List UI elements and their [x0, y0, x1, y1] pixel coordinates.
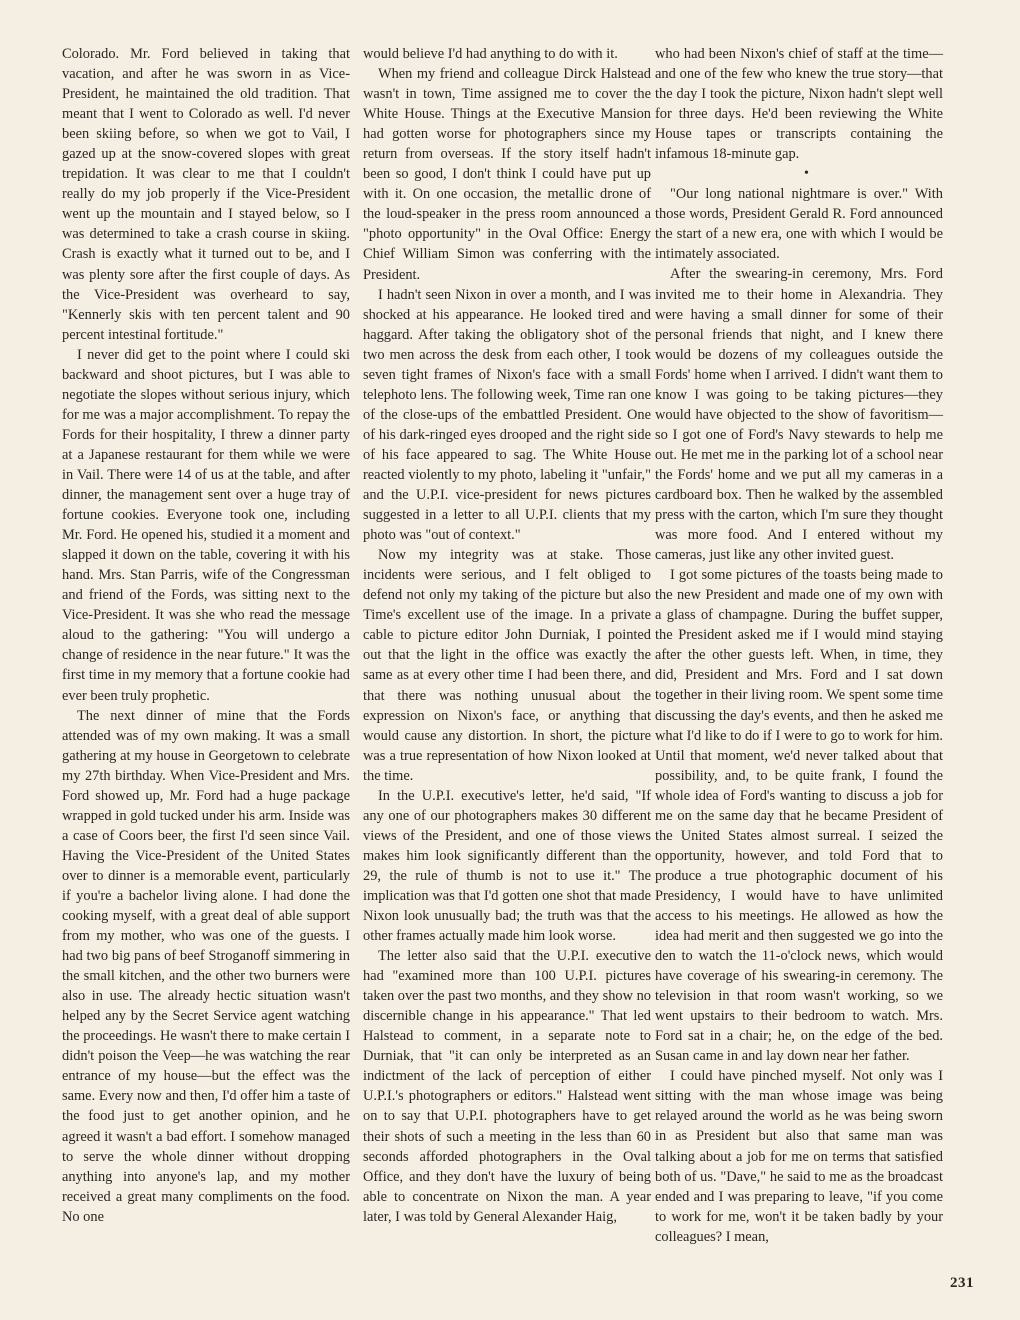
page-number: 231	[950, 1275, 974, 1291]
paragraph: When my friend and colleague Dirck Halstead wasn't in town, Time assigned me to cover the White House. Things at the Executive Mansion had gotten worse for photographers since my return from overseas. If the story itself hadn't been so good, I don't think I could have put up with it. On one occasion, the metallic drone of the loud-speaker in the press room announced a "photo opportunity" in the Oval Office: Energy Chief William Simon was conferring with the President.	[363, 66, 651, 283]
paragraph: Now my integrity was at stake. Those incidents were serious, and I felt obliged to defend not only my taking of the picture but also Time's excellent use of the image. In a private cable to picture editor John Durniak, I pointed out that the light in the office was exactly the same as at every other time I had been there, and that there was nothing unusual about the expression on Nixon's face, or anything that would cause any distortion. In short, the picture was a true representation of how Nixon looked at the time.	[363, 547, 651, 784]
paragraph: "Our long national nightmare is over." With those words, President Gerald R. Ford announced the start of a new era, one with which I would be intimately associated.	[655, 186, 943, 263]
text-column-1	[62, 44, 350, 1227]
paragraph: I never did get to the point where I could ski backward and shoot pictures, but I was able to negotiate the slopes without serious injury, which for me was a major accomplishment. To repay the Fords for their hospitality, I threw a dinner party at a Japanese restaurant for them while we were in Vail. There were 14 of us at the table, and after dinner, the management sent over a huge tray of fortune cookies. Everyone took one, including Mr. Ford. He opened his, studied it a moment and slapped it down on the table, covering it with his hand. Mrs. Stan Parris, wife of the Congressman and friend of the Fords, was sitting next to the Vice-President. It was she who read the message aloud to the gathering: "You will undergo a change of residence in the near future." It was the first time in my memory that a fortune cookie had ever been truly prophetic.	[62, 346, 350, 704]
text-column-2	[363, 44, 651, 1227]
paragraph: I could have pinched myself. Not only was I sitting with the man whose image was being relayed around the world as he was being sworn in as President but also that same man was talking about a job for me on terms that satisfied both of us. "Dave," he said to me as the broadcast ended and I was preparing to leave, "if you come to work for me, won't it be taken badly by your colleagues? I mean,	[655, 1068, 943, 1245]
paragraph: Colorado. Mr. Ford believed in taking that vacation, and after he was sworn in as Vice-President, he maintained the old tradition. That meant that I went to Colorado as well. I'd never been skiing before, so when we got to Vail, I gazed up at the snow-covered slopes with great trepidation. It was clear to me that I couldn't really do my job properly if the Vice-President went up the mountain and I stayed below, so I was determined to take a crash course in skiing. Crash is exactly what it turned out to be, and I was plenty sore after the first couple of days. As the Vice-President was overheard to say, "Kennerly skis with ten percent talent and 90 percent intestinal fortitude."	[62, 46, 350, 343]
paragraph: I got some pictures of the toasts being made to the new President and made one of my own with a glass of champagne. During the buffet supper, the President asked me if I would mind staying after the other guests left. When, in time, they did, President and Mrs. Ford and I sat down together in their living room. We spent some time discussing the day's events, and then he asked me what I'd like to do if I were to go to work for him. Until that moment, we'd never talked about that possibility, and, to be quite frank, I found the whole idea of Ford's wanting to discuss a job for me on the same day that he became President of the United States almost surreal. I seized the opportunity, however, and told Ford that to produce a true photographic document of his Presidency, I would have to have unlimited access to his meetings. He allowed as how the idea had merit and then suggested we go into the den to watch the 11-o'clock news, which would have coverage of his swearing-in ceremony. The television in that room wasn't working, so we went upstairs to their bedroom to watch. Mrs. Ford sat in a chair; he, on the edge of the bed. Susan came in and lay down near her father.	[655, 567, 943, 1065]
text-column-3	[655, 44, 943, 1247]
paragraph: In the U.P.I. executive's letter, he'd said, "If any one of our photographers makes 30 different views of the President, and one of those views makes him look significantly different than the 29, the rule of thumb is not to use it." The implication was that I'd gotten one shot that made Nixon look unusually bad; the truth was that the other frames actually made him look worse.	[363, 787, 651, 945]
paragraph: I hadn't seen Nixon in over a month, and I was shocked at his appearance. He looked tired and haggard. After taking the obligatory shot of the two men across the desk from each other, I took seven tight frames of Nixon's face with a small telephoto lens. The following week, Time ran one of the close-ups of the embattled President. One of his dark-ringed eyes drooped and the right side of his face appeared to sag. The White House reacted violently to my photo, labeling it "unfair," and the U.P.I. vice-president for news pictures suggested in a letter to all U.P.I. clients that my photo was "out of context."	[363, 286, 651, 544]
paragraph: who had been Nixon's chief of staff at the time—and one of the few who knew the true story—that the day I took the picture, Nixon hadn't slept well for three days. He'd been reviewing the White House tapes or transcripts containing the infamous 18-minute gap.	[655, 46, 943, 163]
paragraph: The letter also said that the U.P.I. executive had "examined more than 100 U.P.I. pictures taken over the past two months, and they show no discernible change in his appearance." That led Halstead to comment, in a separate note to Durniak, that "it can only be interpreted as an indictment of the lack of perception of either U.P.I.'s photographers or editors." Halstead went on to say that U.P.I. photographers have to get their shots of such a meeting in the less than 60 seconds afforded photographers in the Oval Office, and they don't have the luxury of being able to concentrate on Nixon the man. A year later, I was told by General Alexander Haig,	[363, 948, 651, 1225]
paragraph: After the swearing-in ceremony, Mrs. Ford invited me to their home in Alexandria. They were having a small dinner for some of their personal friends that night, and I knew there would be dozens of my colleagues outside the Fords' home when I arrived. I didn't want them to know I was going to be taking pictures—they would have objected to the show of favoritism—so I got one of Ford's Navy stewards to help me out. He met me in the parking lot of a school near the Fords' home and we put all my cameras in a cardboard box. Then he walked by the assembled press with the carton, which I'm sure they thought was more food. And I entered without my cameras, just like any other invited guest.	[655, 266, 943, 564]
paragraph: would believe I'd had anything to do with it.	[363, 46, 618, 62]
paragraph: The next dinner of mine that the Fords attended was of my own making. It was a small gathering at my house in Georgetown to celebrate my 27th birthday. When Vice-President and Mrs. Ford showed up, Mr. Ford had a huge package wrapped in gold tucked under his arm. Inside was a case of Coors beer, the first I'd seen since Vail. Having the Vice-President of the United States over to dinner is a memorable event, particularly if you're a bachelor living alone. I had done the cooking myself, with a great deal of able support from my mother, who was one of the guests. I had two big pans of beef Stroganoff simmering in the small kitchen, and the other two burners were also in use. The already hectic situation wasn't helped any by the Secret Service agent watching the proceedings. He wasn't there to make certain I didn't poison the Veep—he was watching the rear entrance of my house—but the effect was the same. Every now and then, I'd offer him a taste of the food just to get another opinion, and he agreed it wasn't a bad effort. I somehow managed to serve the whole dinner without dropping anything into anyone's lap, and my mother received a great many compliments on the food. No one	[62, 707, 350, 1225]
section-break-bullet: •	[804, 166, 809, 182]
